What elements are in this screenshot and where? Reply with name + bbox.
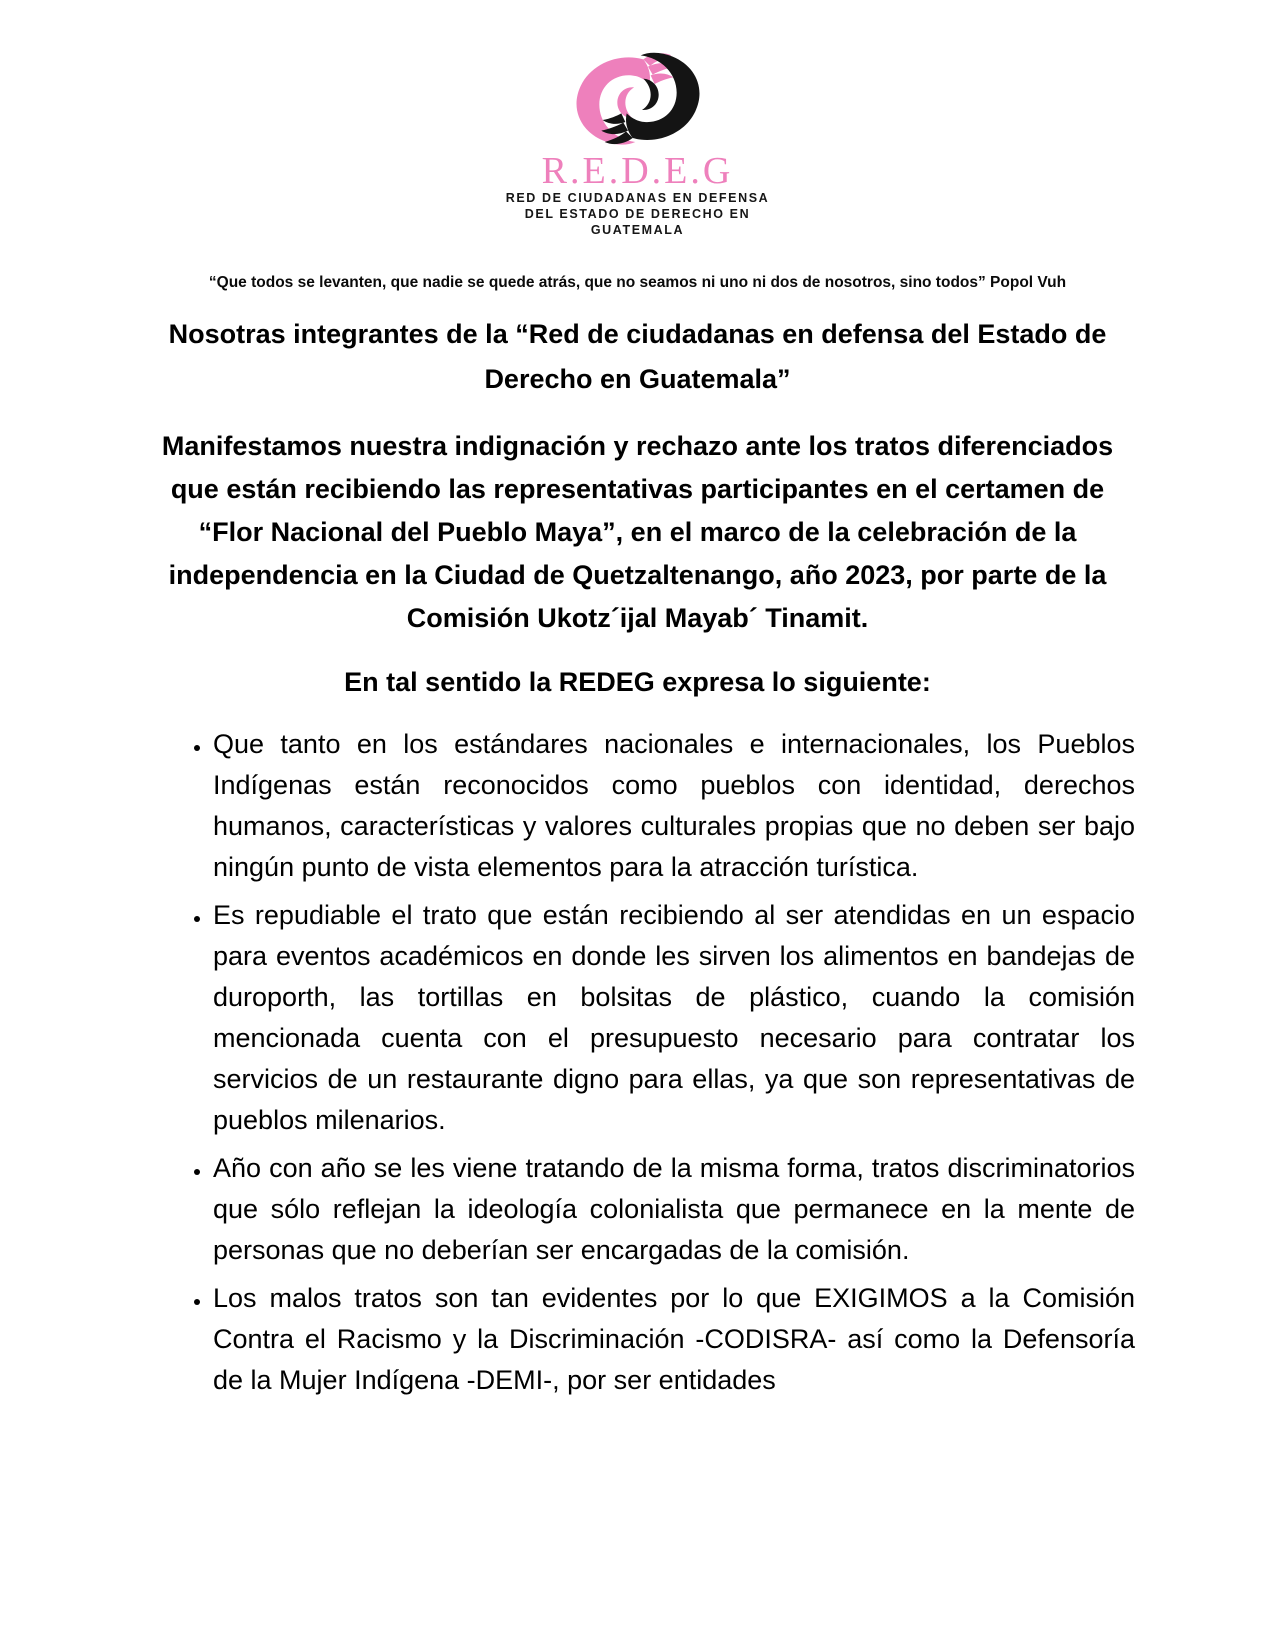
intro-paragraph: Manifestamos nuestra indignación y rechazo ante los tratos diferenciados que están recibiendo las representativas participantes en el certamen de “Flor Nacional del Pueblo Maya”, en el marco de la celebración de la independencia en la Ciudad de Quetzaltenango, año 2023, por parte de la Comisión Ukotz´ijal Mayab´ Tinamit. [161, 430, 1114, 634]
epigraph-quote: “Que todos se levanten, que nadie se quede atrás, que no seamos ni uno ni dos de nosotros, sino todos” Popol Vuh [208, 274, 1067, 291]
document-title: Nosotras integrantes de la “Red de ciudadanas en defensa del Estado de Derecho en Guatemala” [168, 319, 1107, 395]
statement-item-3: • Año con año se les viene tratando de la misma forma, tratos discriminatorios que sólo reflejan la ideología colonialista que permanece en la mente de personas que no deberían ser encargadas de la comisión. [212, 1148, 1135, 1271]
statement-item-1: • Que tanto en los estándares nacionales e internacionales, los Pueblos Indígenas están reconocidos como pueblos con identidad, derechos humanos, características y valores culturales propias que no deben ser bajo ningún punto de vista elementos para la atracción turística. [212, 724, 1135, 888]
logo-acronym: R.E.D.E.G [541, 150, 734, 192]
section-heading: En tal sentido la REDEG expresa lo siguiente: [344, 666, 931, 697]
statement-item-4: • Los malos tratos son tan evidentes por lo que EXIGIMOS a la Comisión Contra el Racismo y la Discriminación -CODISRA- así como la Defensoría de la Mujer Indígena -DEMI-, por ser entidades [212, 1278, 1135, 1401]
logo-subtitle-line1: RED DE CIUDADANAS EN DEFENSA [505, 191, 770, 205]
statement-item-2: • Es repudiable el trato que están recibiendo al ser atendidas en un espacio para eventos académicos en donde les sirven los alimentos en bandejas de duroporth, las tortillas en bolsitas de plástico, cuando la comisión mencionada cuenta con el presupuesto necesario para contratar los servicios de un restaurante digno para ellas, ya que son representativas de pueblos milenarios. [212, 895, 1135, 1141]
statement-list [140, 724, 1135, 1401]
logo-subtitle-line2: DEL ESTADO DE DERECHO EN [524, 207, 751, 221]
logo-subtitle-line3: GUATEMALA [590, 223, 685, 237]
logo [140, 50, 1135, 238]
redeg-hands-logo-icon [545, 50, 731, 150]
